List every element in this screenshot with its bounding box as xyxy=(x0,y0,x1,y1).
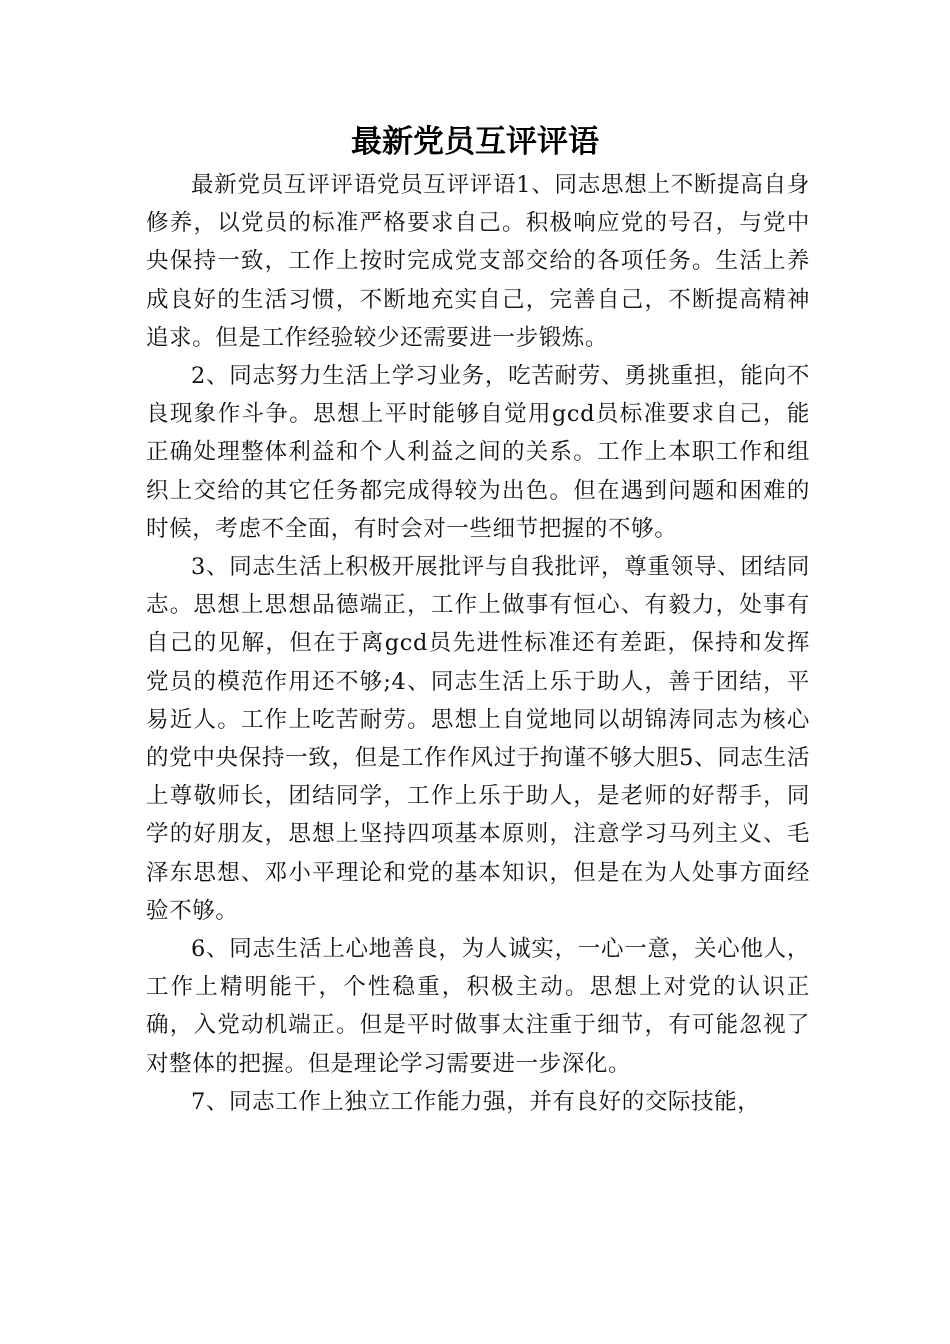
paragraph-1: 最新党员互评评语党员互评评语1、同志思想上不断提高自身修养，以党员的标准严格要求自己。积极响应党的号召，与党中央保持一致，工作上按时完成党支部交给的各项任务。生活上养成良好的生活习惯，不断地充实自己，完善自己，不断提高精神追求。但是工作经验较少还需要进一步锻炼。 xyxy=(146,172,810,351)
paragraph-3: 3、同志生活上积极开展批评与自我批评，尊重领导、团结同志。思想上思想品德端正，工作上做事有恒心、有毅力，处事有自己的见解，但在于离gcd员先进性标准还有差距，保持和发挥党员的模范作用还不够;4、同志生活上乐于助人，善于团结，平易近人。工作上吃苦耐劳。思想上自觉地同以胡锦涛同志为核心的党中央保持一致，但是工作作风过于拘谨不够大胆5、同志生活上尊敬师长，团结同学，工作上乐于助人，是老师的好帮手，同学的好朋友，思想上坚持四项基本原则，注意学习马列主义、毛泽东思想、邓小平理论和党的基本知识，但是在为人处事方面经验不够。 xyxy=(146,554,810,924)
paragraph-4: 6、同志生活上心地善良，为人诚实，一心一意，关心他人，工作上精明能干，个性稳重，积极主动。思想上对党的认识正确，入党动机端正。但是平时做事太注重于细节，有可能忽视了对整体的把握。但是理论学习需要进一步深化。 xyxy=(146,936,810,1077)
document-body xyxy=(146,166,810,1121)
paragraph-5: 7、同志工作上独立工作能力强，并有良好的交际技能， xyxy=(191,1088,761,1115)
paragraph-2: 2、同志努力生活上学习业务，吃苦耐劳、勇挑重担，能向不良现象作斗争。思想上平时能够自觉用gcd员标准要求自己，能正确处理整体利益和个人利益之间的关系。工作上本职工作和组织上交给的其它任务都完成得较为出色。但在遇到问题和困难的时候，考虑不全面，有时会对一些细节把握的不够。 xyxy=(146,363,810,542)
document-title: 最新党员互评评语 xyxy=(351,124,599,160)
